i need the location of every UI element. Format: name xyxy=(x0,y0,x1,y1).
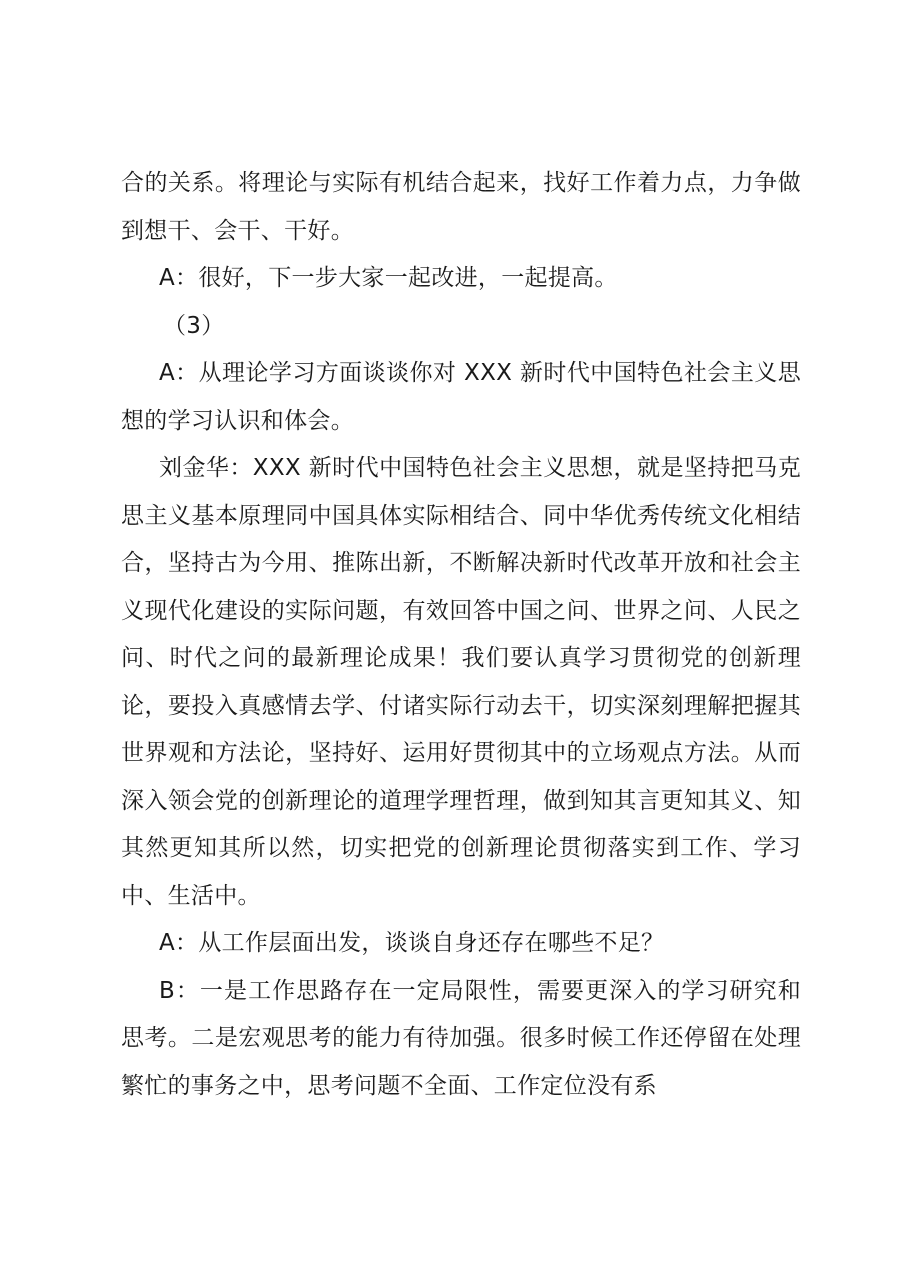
paragraph-b-answer: B：一是工作思路存在一定局限性，需要更深入的学习研究和思考。二是宏观思考的能力有待加强。很多时候工作还停留在处理繁忙的事务之中，思考问题不全面、工作定位没有系 xyxy=(121,977,801,1099)
paragraph-a-question-work: A：从工作层面出发，谈谈自身还存在哪些不足？ xyxy=(159,930,665,956)
paragraph-liu-jinhua-answer: 刘金华：XXX 新时代中国特色社会主义思想，就是坚持把马克思主义基本原理同中国具体实际相结合、同中华优秀传统文化相结合，坚持古为今用、推陈出新，不断解决新时代改革开放和社会主义现代化建设的实际问题，有效回答中国之问、世界之问、人民之问、时代之问的最新理论成果！我们要认真学习贯彻党的创新理论，要投入真感情去学、付诸实际行动去干，切实深刻理解把握其世界观和方法论，坚持好、运用好贯彻其中的立场观点方法。从而深入领会党的创新理论的道理学理哲理，做到知其言更知其义、知其然更知其所以然，切实把党的创新理论贯彻落实到工作、学习中、生活中。 xyxy=(121,455,801,909)
document-body xyxy=(121,160,801,1110)
paragraph-continuation: 合的关系。将理论与实际有机结合起来，找好工作着力点，力争做到想干、会干、干好。 xyxy=(121,170,801,244)
paragraph-a-question-theory: A：从理论学习方面谈谈你对 XXX 新时代中国特色社会主义思想的学习认识和体会。 xyxy=(121,360,801,434)
section-number: （3） xyxy=(163,312,225,339)
paragraph-a-reply: A：很好，下一步大家一起改进，一起提高。 xyxy=(159,265,618,291)
